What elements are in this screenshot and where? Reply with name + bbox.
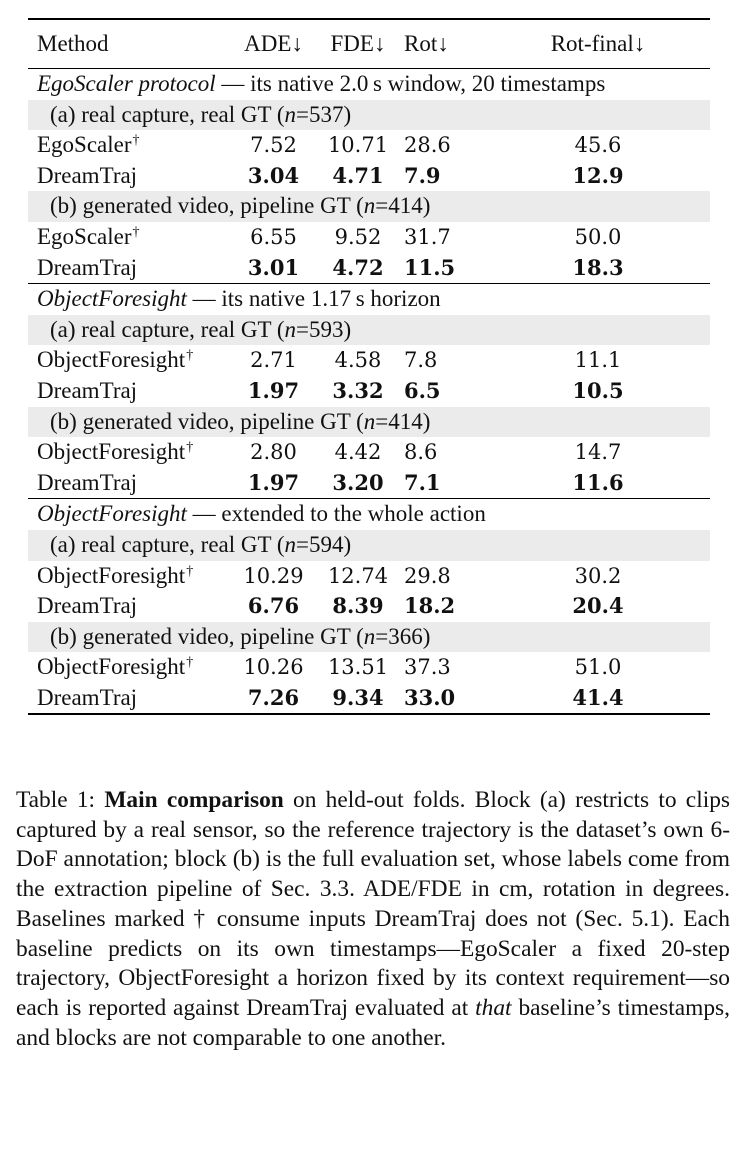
ade-cell: [233, 591, 318, 622]
fde-value: 13.51: [327, 655, 389, 680]
table-caption: [16, 786, 730, 1053]
ade-value: 3.01: [247, 254, 300, 280]
ade-cell: [233, 345, 318, 376]
rot-cell: [402, 561, 486, 592]
fde-value: 4.42: [334, 440, 382, 465]
subblock-label: [28, 622, 710, 653]
dagger-mark: †: [132, 224, 140, 240]
dagger-mark: †: [186, 348, 194, 364]
rot-value: 6.5: [404, 377, 441, 403]
fde-cell: [318, 376, 402, 407]
subblock-label: [28, 100, 710, 131]
rot-cell: [402, 683, 486, 715]
fde-cell: [318, 253, 402, 284]
rot-value: 33.0: [404, 684, 456, 710]
protocol-title: [28, 69, 710, 100]
fde-cell: [318, 161, 402, 192]
subblock-label-text: (a) real capture, real GT (: [50, 531, 285, 557]
table-row: [28, 652, 710, 683]
fde-value: 10.71: [327, 133, 389, 158]
subblock-header-row: [28, 530, 710, 561]
ade-value: 6.76: [247, 593, 300, 619]
rot-cell: [402, 253, 486, 284]
protocol-title: [28, 284, 710, 315]
subblock-n-value: =537): [296, 101, 352, 127]
rot-cell: [402, 376, 486, 407]
method-name: EgoScaler: [37, 223, 132, 249]
rot-cell: [402, 468, 486, 499]
rot-value: 28.6: [404, 133, 451, 158]
subblock-n-var: n: [284, 101, 297, 127]
dagger-mark: †: [132, 133, 140, 149]
table-row: [28, 591, 710, 622]
method-cell: [28, 130, 233, 161]
fde-cell: [318, 561, 402, 592]
ade-cell: [233, 222, 318, 253]
protocol-description: — extended to the whole action: [186, 501, 486, 527]
subblock-header-row: [28, 407, 710, 438]
fde-cell: [318, 468, 402, 499]
fde-value: 8.39: [332, 593, 384, 619]
protocol-title: [28, 499, 710, 530]
caption-italic: that: [475, 994, 512, 1021]
table-row: [28, 683, 710, 715]
ade-cell: [233, 652, 318, 683]
fde-cell: [318, 345, 402, 376]
ade-cell: [233, 683, 318, 715]
subblock-label-text: (b) generated video, pipeline GT (: [50, 623, 364, 649]
dagger-mark: †: [186, 563, 194, 579]
ade-value: 10.26: [243, 655, 304, 680]
fde-cell: [318, 591, 402, 622]
method-cell: [28, 161, 233, 192]
method-cell: [28, 652, 233, 683]
table-body: [28, 69, 710, 715]
rot-value: 7.1: [404, 469, 441, 495]
dagger-mark: †: [186, 440, 194, 456]
results-table: [28, 18, 710, 715]
subblock-label-text: (b) generated video, pipeline GT (: [50, 193, 364, 219]
rot-value: 7.9: [404, 162, 441, 188]
rot-final-cell: [486, 561, 710, 592]
subblock-label: [28, 530, 710, 561]
table-row: [28, 468, 710, 499]
rot-final-cell: [486, 161, 710, 192]
subblock-n-value: =593): [296, 316, 352, 342]
fde-value: 9.52: [334, 224, 382, 249]
rot-value: 18.2: [404, 593, 456, 619]
fde-value: 3.20: [332, 469, 384, 495]
subblock-n-value: =414): [375, 193, 431, 219]
method-name: DreamTraj: [37, 254, 138, 280]
ade-value: 7.26: [247, 684, 300, 710]
rot-cell: [402, 130, 486, 161]
header-rot: Rot↓: [404, 31, 449, 56]
rot-final-value: 20.4: [572, 593, 624, 619]
table-row: [28, 437, 710, 468]
rot-cell: [402, 222, 486, 253]
fde-cell: [318, 683, 402, 715]
header-rot-final: Rot-final↓: [550, 31, 646, 56]
subblock-n-value: =594): [296, 531, 352, 557]
subblock-header-row: [28, 315, 710, 346]
method-name: DreamTraj: [37, 162, 138, 188]
method-name: ObjectForesight: [37, 562, 186, 588]
fde-value: 4.72: [332, 254, 384, 280]
subblock-n-var: n: [284, 316, 297, 342]
subblock-header-row: [28, 100, 710, 131]
subblock-header-row: [28, 191, 710, 222]
results-table-wrapper: [28, 18, 710, 715]
method-cell: [28, 437, 233, 468]
rot-final-value: 18.3: [572, 254, 624, 280]
table-row: [28, 253, 710, 284]
protocol-name: ObjectForesight: [37, 286, 187, 312]
rot-final-value: 14.7: [574, 440, 622, 465]
rot-final-value: 50.0: [574, 224, 622, 249]
fde-cell: [318, 222, 402, 253]
method-cell: [28, 468, 233, 499]
ade-cell: [233, 376, 318, 407]
table-row: [28, 376, 710, 407]
header-ade: ADE↓: [244, 31, 303, 56]
protocol-row: [28, 69, 710, 100]
rot-final-cell: [486, 130, 710, 161]
table-row: [28, 345, 710, 376]
subblock-n-var: n: [363, 408, 376, 434]
method-name: DreamTraj: [37, 593, 138, 619]
table-header-row: [28, 19, 710, 69]
method-name: ObjectForesight: [37, 439, 186, 465]
rot-value: 11.5: [404, 254, 456, 280]
table-row: [28, 222, 710, 253]
ade-cell: [233, 468, 318, 499]
protocol-description: — its native 1.17 s horizon: [186, 286, 441, 312]
header-method: Method: [37, 31, 109, 56]
caption-bold: Main comparison: [104, 787, 284, 813]
rot-cell: [402, 161, 486, 192]
rot-cell: [402, 591, 486, 622]
table-row: [28, 161, 710, 192]
fde-value: 3.32: [332, 377, 384, 403]
protocol-name: EgoScaler protocol: [37, 71, 216, 96]
ade-cell: [233, 161, 318, 192]
protocol-row: [28, 284, 710, 315]
subblock-label-text: (a) real capture, real GT (: [50, 101, 285, 127]
rot-final-cell: [486, 468, 710, 499]
subblock-label: [28, 407, 710, 438]
subblock-label-text: (a) real capture, real GT (: [50, 316, 285, 342]
table-row: [28, 561, 710, 592]
rot-cell: [402, 652, 486, 683]
method-name: ObjectForesight: [37, 347, 186, 373]
method-cell: [28, 345, 233, 376]
rot-final-value: 45.6: [574, 133, 622, 158]
subblock-n-value: =366): [375, 623, 431, 649]
ade-value: 7.52: [250, 133, 297, 158]
method-cell: [28, 376, 233, 407]
method-name: EgoScaler: [37, 132, 132, 158]
rot-value: 7.8: [404, 348, 438, 373]
rot-final-value: 10.5: [572, 377, 624, 403]
fde-value: 12.74: [327, 563, 389, 588]
rot-final-value: 11.6: [572, 469, 624, 495]
rot-cell: [402, 345, 486, 376]
ade-value: 6.55: [250, 224, 297, 249]
caption-label: Table 1:: [16, 787, 105, 813]
ade-value: 2.71: [250, 348, 297, 373]
fde-cell: [318, 652, 402, 683]
table-row: [28, 130, 710, 161]
fde-value: 9.34: [332, 684, 384, 710]
rot-final-value: 30.2: [574, 563, 622, 588]
rot-value: 31.7: [404, 224, 451, 249]
rot-final-cell: [486, 222, 710, 253]
caption-text-1: on held-out folds. Block (a) restricts to clips captured by a real sensor, so the reference trajectory is the dataset’s own 6-DoF annotation; block (b) is the full evaluation set, whose labels come from the extraction pipeline of Sec. 3.3. ADE/FDE in cm, rotation in degrees. Baselines marked † consume inputs DreamTraj does not (Sec. 5.1). Each baseline predicts on its own timestamps—EgoScaler a fixed 20-step trajectory, ObjectForesight a horizon fixed by its context requirement—so each is reported against DreamTraj evaluated at: [16, 787, 730, 1021]
subblock-n-var: n: [363, 623, 376, 649]
rot-final-cell: [486, 437, 710, 468]
subblock-n-var: n: [284, 531, 297, 557]
rot-final-value: 51.0: [574, 655, 622, 680]
rot-final-value: 12.9: [572, 162, 624, 188]
dagger-mark: †: [186, 655, 194, 671]
fde-value: 4.71: [332, 162, 384, 188]
ade-value: 3.04: [247, 162, 300, 188]
ade-cell: [233, 130, 318, 161]
rot-value: 29.8: [404, 563, 451, 588]
fde-value: 4.58: [334, 348, 382, 373]
method-name: DreamTraj: [37, 684, 138, 710]
subblock-label: [28, 315, 710, 346]
subblock-label: [28, 191, 710, 222]
fde-cell: [318, 437, 402, 468]
subblock-header-row: [28, 622, 710, 653]
rot-final-value: 11.1: [574, 348, 622, 373]
rot-final-cell: [486, 683, 710, 715]
method-cell: [28, 253, 233, 284]
fde-cell: [318, 130, 402, 161]
ade-cell: [233, 253, 318, 284]
header-fde: FDE↓: [330, 31, 386, 56]
caption-text-2: baseline’s timestamps, and blocks are not comparable to one another.: [16, 994, 730, 1051]
method-name: ObjectForesight: [37, 654, 186, 680]
rot-cell: [402, 437, 486, 468]
ade-value: 1.97: [247, 377, 300, 403]
rot-final-cell: [486, 253, 710, 284]
rot-final-cell: [486, 345, 710, 376]
rot-value: 8.6: [404, 440, 438, 465]
rot-final-value: 41.4: [572, 684, 624, 710]
rot-final-cell: [486, 376, 710, 407]
protocol-name: ObjectForesight: [37, 501, 187, 527]
subblock-n-value: =414): [375, 408, 431, 434]
method-name: DreamTraj: [37, 377, 138, 403]
ade-value: 1.97: [247, 469, 300, 495]
ade-cell: [233, 437, 318, 468]
subblock-n-var: n: [363, 193, 376, 219]
method-cell: [28, 222, 233, 253]
method-cell: [28, 591, 233, 622]
ade-value: 2.80: [250, 440, 297, 465]
ade-value: 10.29: [243, 563, 304, 588]
method-name: DreamTraj: [37, 469, 138, 495]
rot-final-cell: [486, 652, 710, 683]
method-cell: [28, 561, 233, 592]
rot-final-cell: [486, 591, 710, 622]
method-cell: [28, 683, 233, 715]
protocol-description: — its native 2.0 s window, 20 timestamps: [215, 71, 606, 96]
ade-cell: [233, 561, 318, 592]
rot-value: 37.3: [404, 655, 451, 680]
protocol-row: [28, 499, 710, 530]
subblock-label-text: (b) generated video, pipeline GT (: [50, 408, 364, 434]
